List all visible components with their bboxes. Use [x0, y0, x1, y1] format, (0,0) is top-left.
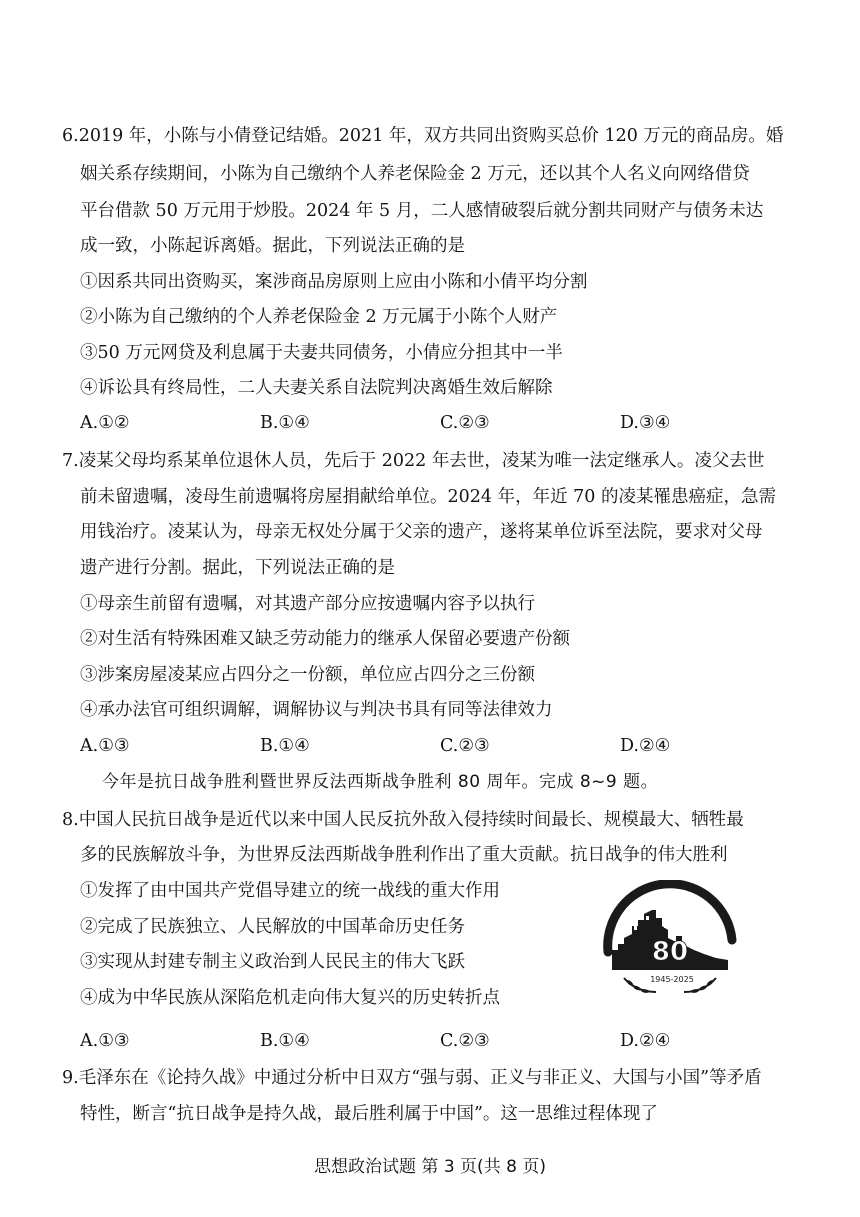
- q8-item-1: ①发挥了由中国共产党倡导建立的统一战线的重大作用: [80, 881, 500, 901]
- q7-option-d: D.②④: [620, 736, 671, 756]
- q8-option-d: D.②④: [620, 1031, 671, 1051]
- q6-item-2: ②小陈为自己缴纳的个人养老保险金 2 万元属于小陈个人财产: [80, 307, 558, 327]
- q6-stem-line-4: 成一致，小陈起诉离婚。据此，下列说法正确的是: [80, 236, 465, 256]
- q6-item-3: ③50 万元网贷及利息属于夫妻共同债务，小倩应分担其中一半: [80, 343, 563, 363]
- q7-option-b: B.①④: [260, 736, 310, 756]
- q7-option-a: A.①③: [80, 736, 130, 756]
- q6-option-a: A.①②: [80, 413, 130, 433]
- q6-option-b: B.①④: [260, 413, 310, 433]
- q8-item-4: ④成为中华民族从深陷危机走向伟大复兴的历史转折点: [80, 988, 500, 1008]
- q8-stem-line-1: 8.中国人民抗日战争是近代以来中国人民反抗外敌入侵持续时间最长、规模最大、牺牲最: [62, 810, 744, 830]
- q8-item-3: ③实现从封建专制主义政治到人民民主的伟大飞跃: [80, 952, 465, 972]
- q7-stem-line-3: 用钱治疗。凌某认为，母亲无权处分属于父亲的遗产，遂将某单位诉至法院，要求对父母: [80, 522, 763, 542]
- anniversary-emblem-icon: [590, 880, 750, 1000]
- q9-stem-line-2: 特性，断言“抗日战争是持久战，最后胜利属于中国”。这一思维过程体现了: [80, 1104, 658, 1124]
- q8-option-a: A.①③: [80, 1031, 130, 1051]
- q6-stem-line-1: 6.2019 年，小陈与小倩登记结婚。2021 年，双方共同出资购买总价 120 万元的商品房。婚: [62, 126, 784, 146]
- q6-item-1: ①因系共同出资购买，案涉商品房原则上应由小陈和小倩平均分割: [80, 272, 588, 292]
- q6-stem-line-2: 姻关系存续期间，小陈为自己缴纳个人养老保险金 2 万元，还以其个人名义向网络借贷: [80, 164, 750, 184]
- q6-option-c: C.②③: [440, 413, 490, 433]
- emblem-years: 1945-2025: [650, 975, 694, 984]
- q7-item-1: ①母亲生前留有遗嘱，对其遗产部分应按遗嘱内容予以执行: [80, 594, 535, 614]
- q7-option-c: C.②③: [440, 736, 490, 756]
- emblem-number: 80: [651, 937, 689, 967]
- q9-stem-line-1: 9.毛泽东在《论持久战》中通过分析中日双方“强与弱、正义与非正义、大国与小国”等矛盾: [62, 1068, 762, 1088]
- q7-stem-line-2: 前未留遗嘱，凌母生前遗嘱将房屋捐献给单位。2024 年，年近 70 的凌某罹患癌症，急需: [80, 487, 776, 507]
- q7-item-2: ②对生活有特殊困难又缺乏劳动能力的继承人保留必要遗产份额: [80, 629, 570, 649]
- q7-stem-line-4: 遗产进行分割。据此，下列说法正确的是: [80, 558, 395, 578]
- page-footer: 思想政治试题 第 3 页(共 8 页): [314, 1157, 546, 1177]
- q8-option-c: C.②③: [440, 1031, 490, 1051]
- q6-item-4: ④诉讼具有终局性，二人夫妻关系自法院判决离婚生效后解除: [80, 378, 553, 398]
- q8-item-2: ②完成了民族独立、人民解放的中国革命历史任务: [80, 917, 465, 937]
- q8-option-b: B.①④: [260, 1031, 310, 1051]
- section-intro: 今年是抗日战争胜利暨世界反法西斯战争胜利 80 周年。完成 8~9 题。: [102, 772, 659, 792]
- q7-item-3: ③涉案房屋凌某应占四分之一份额，单位应占四分之三份额: [80, 665, 535, 685]
- q6-option-d: D.③④: [620, 413, 671, 433]
- q7-stem-line-1: 7.凌某父母均系某单位退休人员，先后于 2022 年去世，凌某为唯一法定继承人。凌父去世: [62, 451, 765, 471]
- q6-stem-line-3: 平台借款 50 万元用于炒股。2024 年 5 月，二人感情破裂后就分割共同财产与债务未达: [80, 201, 764, 221]
- q7-item-4: ④承办法官可组织调解，调解协议与判决书具有同等法律效力: [80, 700, 553, 720]
- q8-stem-line-2: 多的民族解放斗争，为世界反法西斯战争胜利作出了重大贡献。抗日战争的伟大胜利: [80, 845, 728, 865]
